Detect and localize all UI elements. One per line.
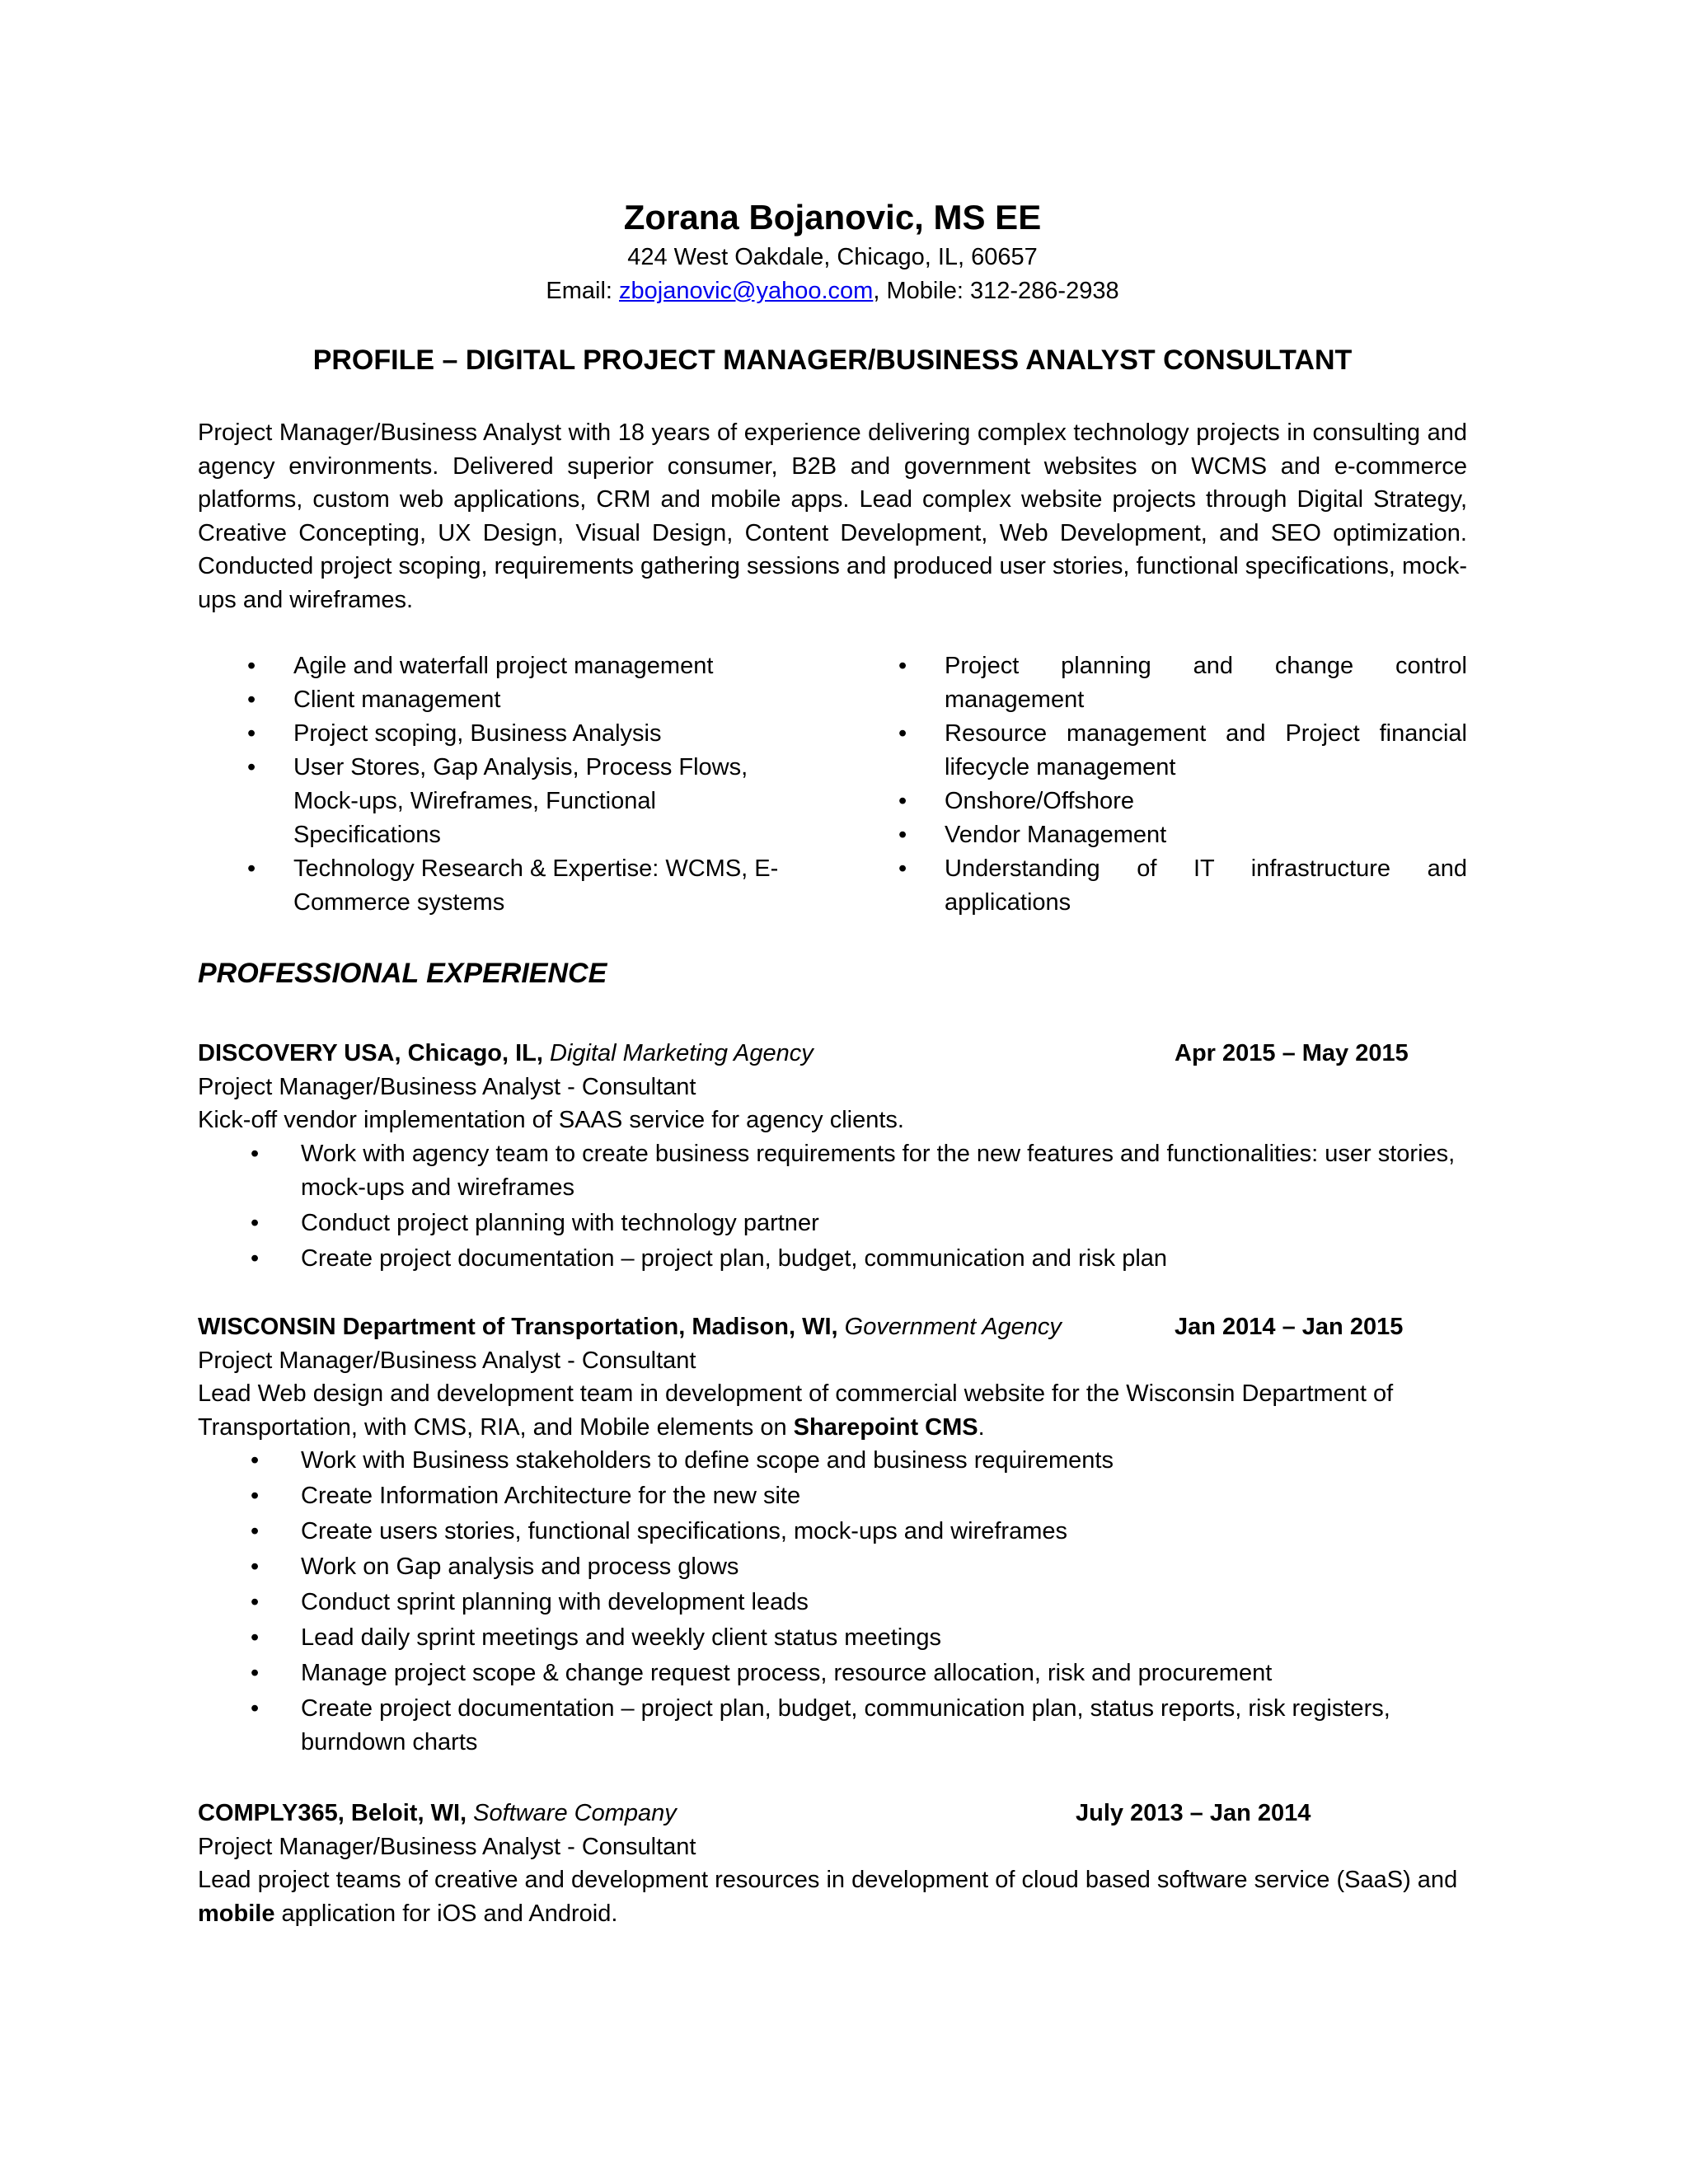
job-dates: Apr 2015 – May 2015 bbox=[1175, 1040, 1409, 1066]
job-bullet: • Work with Business stakeholders to define scope and business requirements bbox=[198, 1444, 1467, 1478]
skill-item: • Resource management and Project financial lifecycle management bbox=[945, 717, 1467, 785]
job-header bbox=[198, 1310, 1467, 1344]
job-bullet: • Lead daily sprint meetings and weekly client status meetings bbox=[198, 1621, 1467, 1655]
bullet-icon: • bbox=[898, 822, 907, 848]
experience-title: PROFESSIONAL EXPERIENCE bbox=[198, 958, 607, 989]
bullet-icon: • bbox=[898, 653, 907, 679]
skill-item: • Agile and waterfall project management bbox=[293, 649, 804, 683]
job-entry bbox=[198, 1037, 1467, 1277]
job-bullet: • Conduct sprint planning with development leads bbox=[198, 1586, 1467, 1619]
job-bullets bbox=[198, 1444, 1467, 1760]
skill-item: • Vendor Management bbox=[945, 818, 1467, 852]
bullet-icon: • bbox=[898, 720, 907, 747]
bullet-icon: • bbox=[247, 855, 256, 882]
job-header bbox=[198, 1037, 1467, 1071]
job-dates: Jan 2014 – Jan 2015 bbox=[1175, 1314, 1404, 1340]
bullet-icon: • bbox=[898, 855, 907, 882]
bullet-icon: • bbox=[247, 754, 256, 780]
skill-item: • Project planning and change control management bbox=[945, 649, 1467, 717]
skill-item: • Project scoping, Business Analysis bbox=[293, 717, 804, 751]
job-bullet: • Conduct project planning with technology partner bbox=[198, 1207, 1467, 1240]
skill-item: • Onshore/Offshore bbox=[945, 785, 1467, 818]
bullet-icon: • bbox=[251, 1624, 260, 1651]
contact-line bbox=[198, 278, 1467, 305]
skill-item: • User Stores, Gap Analysis, Process Flows, Mock-ups, Wireframes, Functional Specifications bbox=[293, 751, 804, 852]
bullet-icon: • bbox=[251, 1483, 260, 1509]
email-link[interactable]: zbojanovic@yahoo.com bbox=[619, 278, 874, 304]
job-bullet: • Work on Gap analysis and process glows bbox=[198, 1550, 1467, 1584]
bullet-icon: • bbox=[251, 1660, 260, 1686]
mobile-text: , Mobile: 312-286-2938 bbox=[873, 278, 1119, 304]
job-description: Lead project teams of creative and development resources in development of cloud based software service (SaaS) and mobile application for iOS and Android. bbox=[198, 1867, 1458, 1927]
bullet-icon: • bbox=[251, 1518, 260, 1544]
job-company: DISCOVERY USA, Chicago, IL, Digital Marketing Agency bbox=[198, 1040, 814, 1066]
bullet-icon: • bbox=[247, 687, 256, 713]
candidate-name: Zorana Bojanovic, MS EE bbox=[623, 198, 1042, 237]
job-company: COMPLY365, Beloit, WI, Software Company bbox=[198, 1800, 677, 1826]
job-bullet: • Create project documentation – project plan, budget, communication and risk plan bbox=[198, 1242, 1467, 1276]
skills-left-column bbox=[247, 649, 804, 920]
bullet-icon: • bbox=[251, 1140, 260, 1167]
job-dates: July 2013 – Jan 2014 bbox=[1076, 1800, 1311, 1826]
profile-title: PROFILE – DIGITAL PROJECT MANAGER/BUSINESS ANALYST CONSULTANT bbox=[312, 344, 1353, 376]
skills-right-column bbox=[898, 649, 1467, 920]
job-role: Project Manager/Business Analyst - Consultant bbox=[198, 1347, 696, 1374]
job-entry bbox=[198, 1310, 1467, 1761]
job-description: Lead Web design and development team in development of commercial website for the Wisconsin Department of Transportation, with CMS, RIA, and Mobile elements on Sharepoint CMS. bbox=[198, 1380, 1394, 1441]
bullet-icon: • bbox=[247, 653, 256, 679]
job-role: Project Manager/Business Analyst - Consultant bbox=[198, 1073, 696, 1100]
address: 424 West Oakdale, Chicago, IL, 60657 bbox=[627, 244, 1038, 270]
job-bullet: • Work with agency team to create business requirements for the new features and functionalities: user stories, mock-ups and wireframes bbox=[198, 1137, 1467, 1205]
bullet-icon: • bbox=[251, 1244, 260, 1272]
job-bullet: • Manage project scope & change request process, resource allocation, risk and procurement bbox=[198, 1657, 1467, 1690]
bullet-icon: • bbox=[251, 1695, 260, 1722]
job-description: Kick-off vendor implementation of SAAS service for agency clients. bbox=[198, 1107, 904, 1133]
skill-item: • Client management bbox=[293, 683, 804, 717]
bullet-icon: • bbox=[251, 1554, 260, 1580]
job-entry bbox=[198, 1797, 1467, 1930]
job-company: WISCONSIN Department of Transportation, Madison, WI, Government Agency bbox=[198, 1314, 1062, 1340]
job-bullet: • Create users stories, functional specifications, mock-ups and wireframes bbox=[198, 1515, 1467, 1549]
bullet-icon: • bbox=[247, 720, 256, 747]
skill-item: • Technology Research & Expertise: WCMS, E-Commerce systems bbox=[293, 852, 804, 920]
skill-item: • Understanding of IT infrastructure and applications bbox=[945, 852, 1467, 920]
job-bullets bbox=[198, 1137, 1467, 1276]
bullet-icon: • bbox=[898, 788, 907, 814]
bullet-icon: • bbox=[251, 1589, 260, 1615]
job-header bbox=[198, 1797, 1467, 1830]
job-bullet: • Create Information Architecture for the new site bbox=[198, 1479, 1467, 1513]
job-bullet: • Create project documentation – project plan, budget, communication plan, status reports, risk registers, burndown charts bbox=[198, 1692, 1467, 1760]
email-label: Email: bbox=[546, 278, 620, 304]
bullet-icon: • bbox=[251, 1447, 260, 1474]
profile-summary: Project Manager/Business Analyst with 18 years of experience delivering complex technology projects in consulting and agency environments. Delivered superior consumer, B2B and government websites on WCMS and e-commerce platforms, custom web applications, CRM and mobile apps. Lead complex website projects through Digital Strategy, Creative Concepting, UX Design, Visual Design, Content Development, Web Development, and SEO optimization. Conducted project scoping, requirements gathering sessions and produced user stories, functional specifications, mock-ups and wireframes. bbox=[198, 419, 1467, 613]
bullet-icon: • bbox=[251, 1209, 260, 1236]
job-role: Project Manager/Business Analyst - Consultant bbox=[198, 1833, 696, 1860]
